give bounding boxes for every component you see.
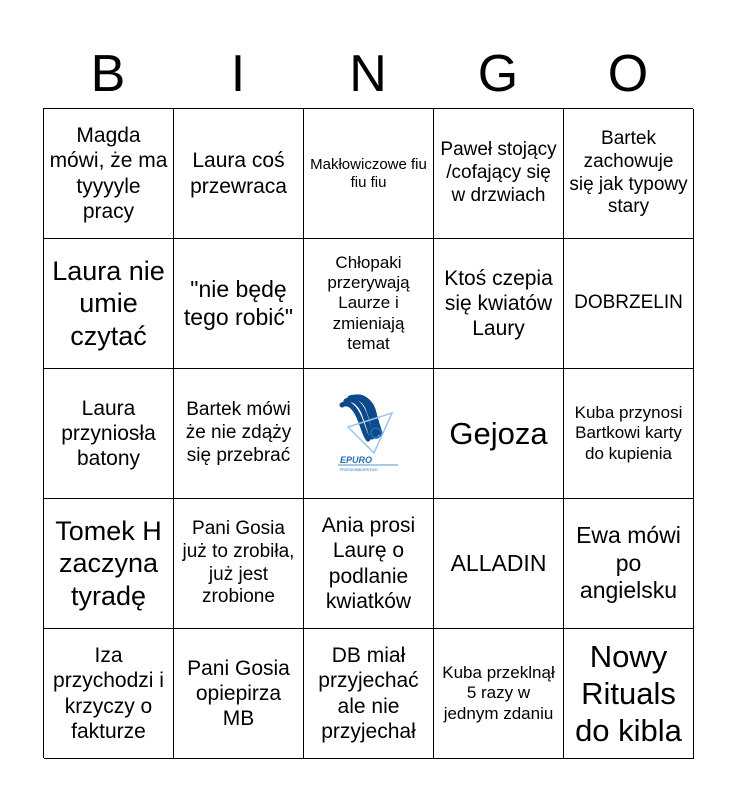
header-letter-i: I	[230, 45, 246, 103]
cell-text: Paweł stojący /cofający się w drzwiach	[440, 139, 557, 206]
cell-text: Kuba przynosi Bartkowi karty do kupienia	[574, 402, 683, 463]
cell-text: DOBRZELIN	[574, 292, 683, 314]
cell-text: Bartek zachowuje się jak typowy stary	[569, 127, 688, 218]
bingo-cell-r4c5[interactable]	[564, 499, 694, 629]
bingo-cell-r3c5[interactable]	[564, 369, 694, 499]
bingo-cell-r4c3[interactable]	[304, 499, 434, 629]
bingo-cell-r5c1[interactable]	[44, 629, 174, 759]
cell-text: Tomek H zaczyna tyradę	[55, 515, 162, 611]
cell-text: Makłowiczowe fiu fiu fiu	[310, 155, 427, 191]
header-letter-b: B	[90, 45, 126, 103]
cell-text: Laura przyniosła batony	[61, 396, 156, 471]
bingo-cell-r1c3[interactable]	[304, 109, 434, 239]
cell-text: "nie będę tego robić"	[183, 275, 294, 330]
cell-text: Ania prosi Laurę o podlanie kwiatków	[321, 514, 416, 613]
bingo-free-space[interactable]	[304, 369, 434, 499]
svg-text:PRZEDSIĘBIORSTWO: PRZEDSIĘBIORSTWO	[339, 467, 378, 472]
bingo-cell-r4c2[interactable]	[174, 499, 304, 629]
bingo-cell-r4c4[interactable]	[434, 499, 564, 629]
bingo-cell-r2c3[interactable]	[304, 239, 434, 369]
cell-text: Iza przychodzi i krzyczy o fakturze	[53, 644, 164, 743]
header-letter-n: N	[349, 45, 387, 103]
bingo-cell-r3c4[interactable]	[434, 369, 564, 499]
header-letter-g: G	[477, 45, 519, 103]
cell-text: Bartek mówi że nie zdąży się przebrać	[185, 399, 292, 466]
epuro-logo-icon	[334, 393, 404, 475]
cell-text: Laura coś przewraca	[190, 149, 287, 198]
cell-text: ALLADIN	[450, 549, 547, 576]
bingo-cell-r4c1[interactable]	[44, 499, 174, 629]
bingo-board	[43, 108, 693, 758]
bingo-cell-r1c2[interactable]	[174, 109, 304, 239]
cell-text: Magda mówi, że ma tyyyyle pracy	[49, 124, 168, 223]
bingo-cell-r1c1[interactable]	[44, 109, 174, 239]
svg-text:EPURO: EPURO	[339, 454, 372, 465]
bingo-header	[43, 40, 693, 108]
cell-text: Ewa mówi po angielsku	[576, 522, 681, 604]
bingo-cell-r5c4[interactable]	[434, 629, 564, 759]
cell-text: Pani Gosia opiepirza MB	[187, 656, 290, 731]
bingo-cell-r2c2[interactable]	[174, 239, 304, 369]
header-letter-o: O	[607, 45, 649, 103]
cell-text: DB miał przyjechać ale nie przyjechał	[318, 644, 419, 743]
cell-text: Laura nie umie czytać	[52, 255, 165, 351]
bingo-cell-r2c5[interactable]	[564, 239, 694, 369]
cell-text: Kuba przeklnął 5 razy w jednym zdaniu	[442, 662, 555, 723]
bingo-cell-r3c2[interactable]	[174, 369, 304, 499]
bingo-cell-r5c3[interactable]	[304, 629, 434, 759]
cell-text: Ktoś czepia się kwiatów Laury	[444, 266, 553, 341]
bingo-cell-r5c5[interactable]	[564, 629, 694, 759]
cell-text: Gejoza	[449, 415, 548, 451]
bingo-cell-r2c1[interactable]	[44, 239, 174, 369]
bingo-cell-r1c4[interactable]	[434, 109, 564, 239]
bingo-cell-r3c1[interactable]	[44, 369, 174, 499]
cell-text: Chłopaki przerywają Laurze i zmieniają temat	[327, 252, 410, 354]
bingo-cell-r2c4[interactable]	[434, 239, 564, 369]
bingo-cell-r5c2[interactable]	[174, 629, 304, 759]
cell-text: Nowy Rituals do kibla	[575, 638, 682, 749]
cell-text: Pani Gosia już to zrobiła, już jest zrobione	[182, 517, 295, 608]
bingo-cell-r1c5[interactable]	[564, 109, 694, 239]
